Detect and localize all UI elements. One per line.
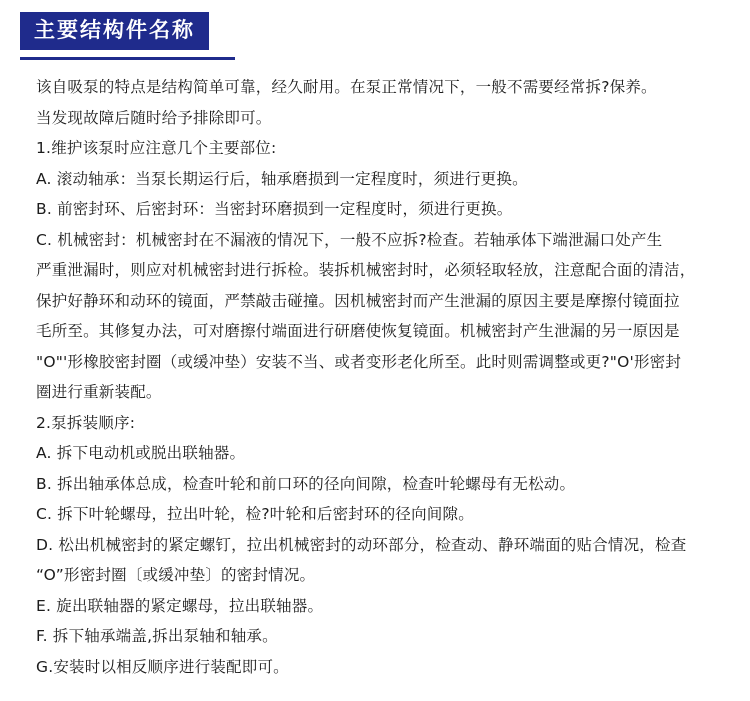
paragraph: A. 滚动轴承：当泵长期运行后，轴承磨损到一定程度时，须进行更换。 [36, 169, 528, 188]
paragraph: 2.泵拆装顺序: [36, 413, 136, 432]
paragraph: D. 松出机械密封的紧定螺钉，拉出机械密封的动环部分，检查动、静环端面的贴合情况，检查 [36, 535, 687, 554]
paragraph: "O"'形橡胶密封圈（或缓冲垫）安装不当、或者变形老化所至。此时则需调整或更?"O'形密封 [36, 352, 682, 371]
paragraph: C. 机械密封：机械密封在不漏液的情况下，一般不应拆?检查。若轴承体下端泄漏口处产生 [36, 230, 663, 249]
paragraph: 圈进行重新装配。 [36, 383, 162, 401]
paragraph: 1.维护该泵时应注意几个主要部位: [36, 139, 277, 157]
paragraph: B. 拆出轴承体总成，检查叶轮和前口环的径向间隙，检查叶轮螺母有无松动。 [36, 474, 576, 493]
paragraph: C. 拆下叶轮螺母，拉出叶轮，检?叶轮和后密封环的径向间隙。 [36, 505, 474, 523]
paragraph: 该自吸泵的特点是结构简单可靠，经久耐用。在泵正常情况下，一般不需要经常拆?保养。 [36, 78, 657, 96]
paragraph: 保护好静环和动环的镜面，严禁敲击碰撞。因机械密封而产生泄漏的原因主要是摩擦付镜面拉 [36, 291, 680, 310]
section-title-label: 主要结构件名称 [20, 12, 209, 50]
paragraph: 毛所至。其修复办法，可对磨擦付端面进行研磨使恢复镜面。机械密封产生泄漏的另一原因是 [36, 322, 680, 340]
title-underline [20, 57, 235, 60]
paragraph: 严重泄漏时，则应对机械密封进行拆检。装拆机械密封时，必须轻取轻放，注意配合面的清洁， [36, 261, 696, 279]
section-title [20, 12, 209, 50]
paragraph: 当发现故障后随时给予排除即可。 [36, 108, 272, 127]
paragraph: B. 前密封环、后密封环：当密封环磨损到一定程度时，须进行更换。 [36, 200, 513, 218]
paragraph: A. 拆下电动机或脱出联轴器。 [36, 444, 246, 462]
document-body [36, 72, 726, 682]
paragraph: G.安装时以相反顺序进行装配即可。 [36, 657, 289, 676]
paragraph: F. 拆下轴承端盖,拆出泵轴和轴承。 [36, 627, 278, 645]
paragraph: E. 旋出联轴器的紧定螺母，拉出联轴器。 [36, 596, 324, 615]
paragraph: “O”形密封圈〔或缓冲垫〕的密封情况。 [36, 566, 316, 584]
